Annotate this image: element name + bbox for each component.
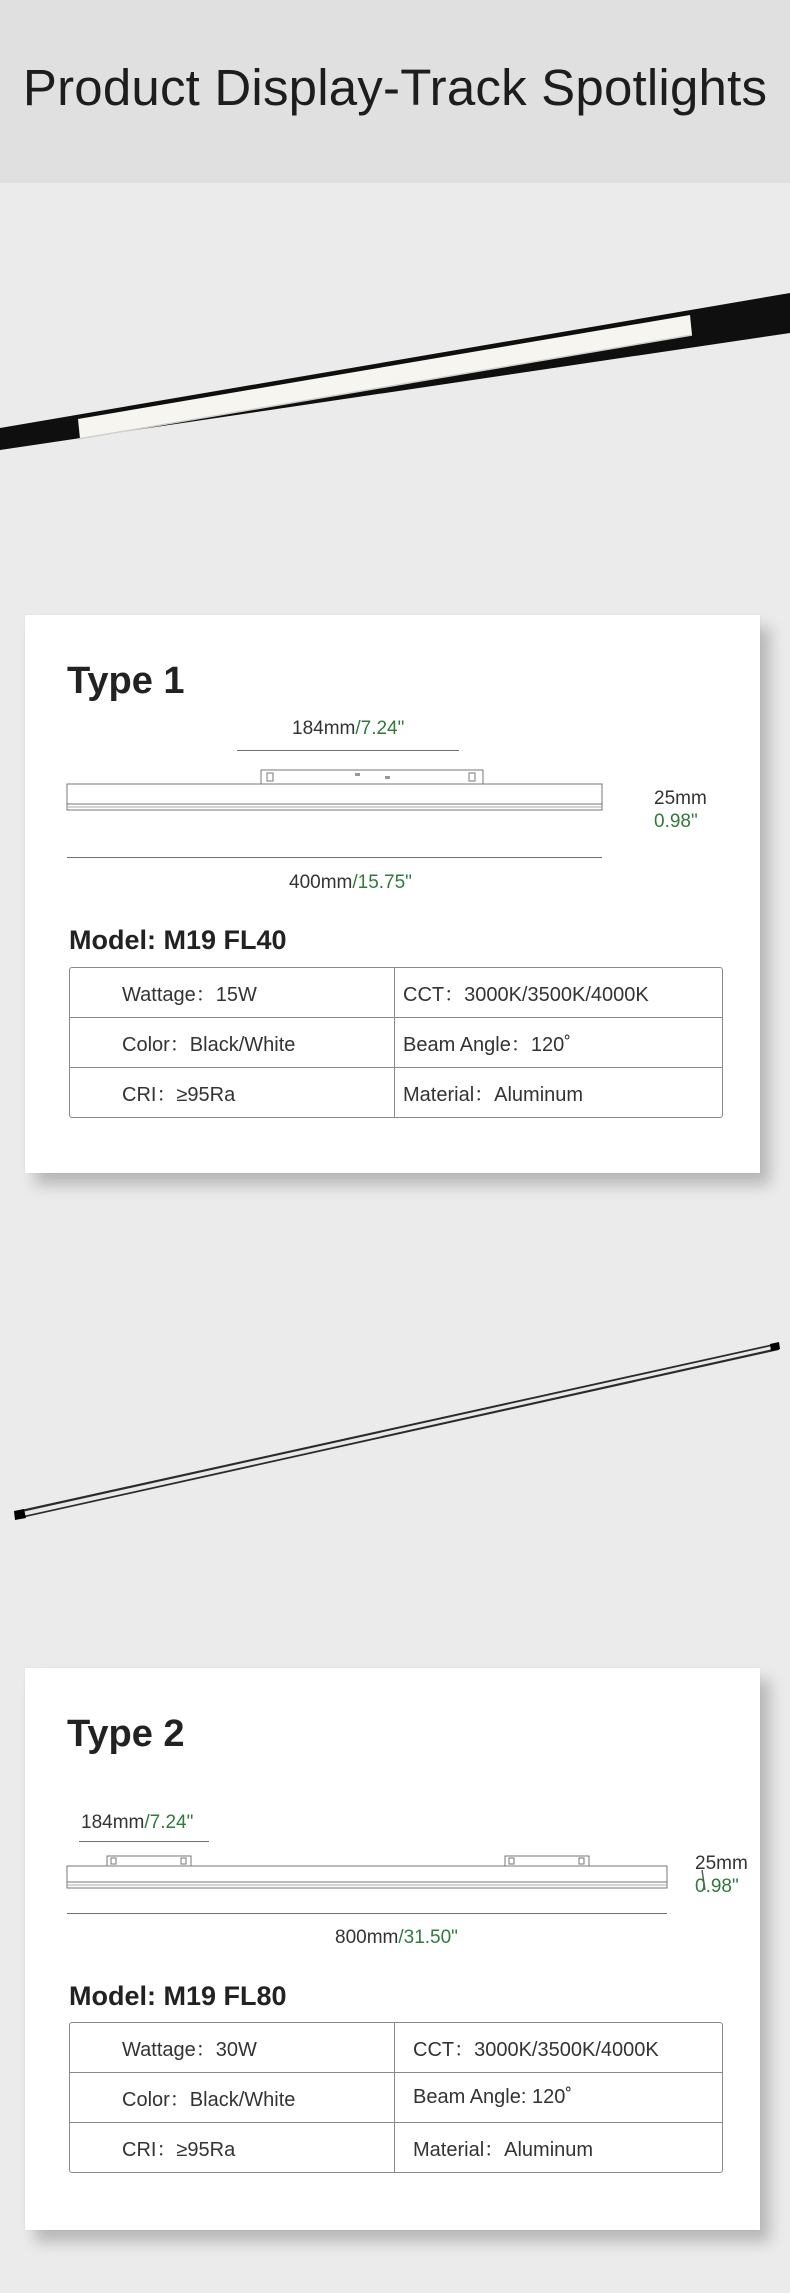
spec-beam-angle: Beam Angle：120˚: [403, 1034, 571, 1056]
spec-material: Material：Aluminum: [413, 2139, 594, 2161]
type2-spec-table: [69, 2022, 723, 2173]
type1-model-label: Model: M19 FL40: [69, 925, 287, 955]
header-banner: [0, 0, 790, 183]
product-photo-long-track-light: [0, 1175, 790, 1665]
spec-cct: CCT：3000K/3500K/4000K: [403, 984, 649, 1006]
table-row: [70, 2023, 722, 2073]
type2-height-dimension: 25mm 0.98": [695, 1853, 748, 1897]
type1-height-dimension: 25mm 0.98": [654, 788, 707, 832]
spec-color: Color：Black/White: [70, 2073, 395, 2122]
table-row: [70, 1068, 722, 1117]
table-row: [70, 2073, 722, 2123]
type2-title: Type 2: [67, 1713, 185, 1755]
page-title: Product Display-Track Spotlights: [22, 59, 768, 116]
type1-card: [25, 615, 760, 1173]
type1-title: Type 1: [67, 660, 185, 702]
type2-model-label: Model: M19 FL80: [69, 1981, 287, 2011]
type2-track-light-drawing: [65, 1852, 715, 1902]
type2-top-dimension: 184mm/7.24": [81, 1812, 194, 1833]
table-row: [70, 968, 722, 1018]
type1-top-dimension: 184mm/7.24": [292, 718, 405, 739]
spec-cct: CCT：3000K/3500K/4000K: [413, 2039, 659, 2061]
spec-wattage: Wattage：15W: [70, 968, 395, 1017]
type1-spec-table: [69, 967, 723, 1118]
type1-track-light-drawing: [65, 767, 645, 817]
type2-bottom-dimension: 800mm/31.50": [335, 1927, 458, 1948]
spec-cri: CRI：≥95Ra: [70, 2123, 395, 2172]
type2-bottom-dim-line: [67, 1913, 667, 1914]
type1-bottom-dimension: 400mm/15.75": [289, 872, 412, 893]
table-row: [70, 1018, 722, 1068]
spec-color: Color：Black/White: [70, 1018, 395, 1067]
type2-card: [25, 1668, 760, 2230]
spec-material: Material：Aluminum: [403, 1084, 584, 1106]
spec-beam-angle: Beam Angle: 120˚: [413, 2086, 572, 2108]
product-photo-short-track-light: [0, 183, 790, 613]
type2-top-dim-line: [79, 1841, 209, 1842]
spec-cri: CRI：≥95Ra: [70, 1068, 395, 1117]
type1-bottom-dim-line: [67, 857, 602, 858]
type1-top-dim-line: [237, 750, 459, 751]
table-row: [70, 2123, 722, 2172]
spec-wattage: Wattage：30W: [70, 2023, 395, 2072]
